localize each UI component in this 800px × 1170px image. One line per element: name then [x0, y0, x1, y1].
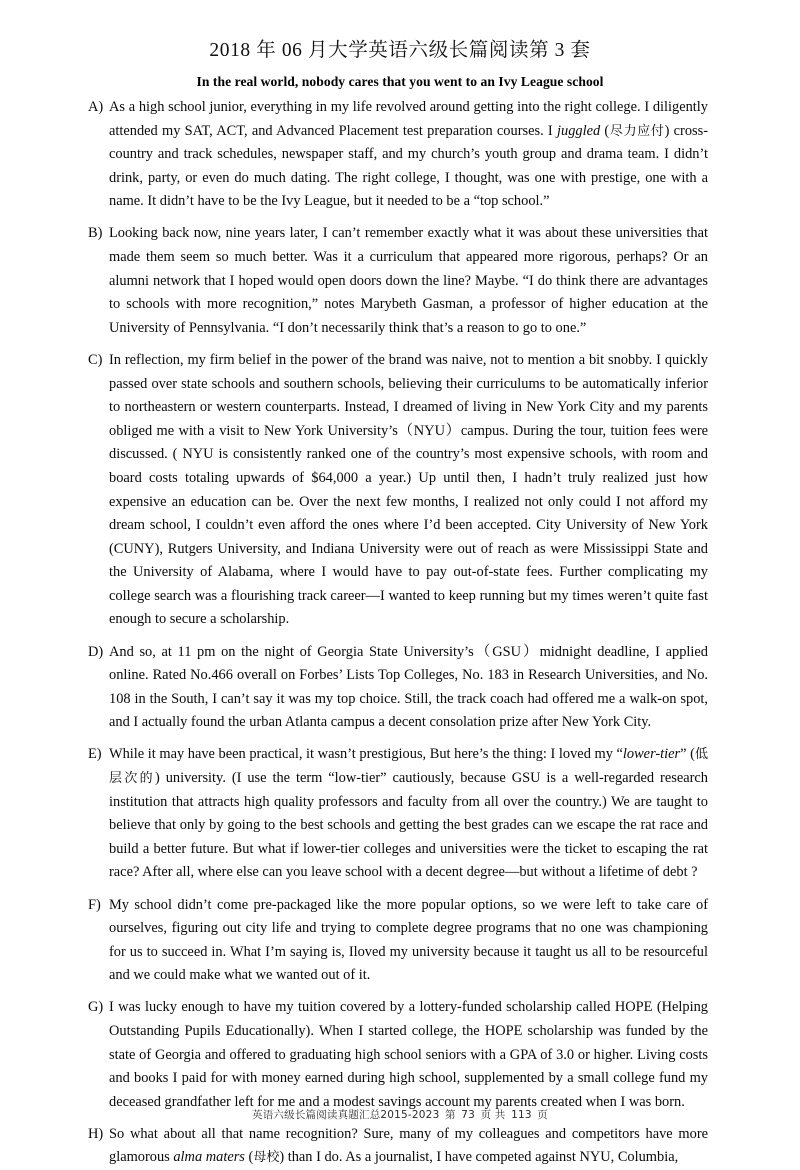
footer-page-middle: 页 共 [480, 1109, 506, 1121]
paragraph-text-b: Looking back now, nine years later, I can’t remember exactly what it was about these universities that made them seem so much better. Was it a curriculum that appeared more rigorous, perhaps? Or an alumni network that I hoped would open doors down the line? Maybe. “I do think there are advantages to schools with more recognition,” notes Marybeth Gasman, a professor of higher education at the University of Pennsylvania. “I don’t necessarily think that’s a reason to go to one.” [109, 225, 708, 336]
page-title: 2018 年 06 月大学英语六级长篇阅读第 3 套 [209, 40, 591, 61]
paragraph-d [88, 641, 708, 735]
paragraph-text-g: I was lucky enough to have my tuition covered by a lottery-funded scholarship called HOPE (Helping Outstanding Pupils Educationally). When I started college, the HOPE scholarship was funded by the state of Georgia and offered to graduating high school seniors with a GPA of 3.0 or higher. Living costs and books I paid for with money earned during high school, supplemented by a small college fund my deceased grandfather left for me and a modest savings account my parents created when I was born. [109, 999, 708, 1110]
article-body [0, 96, 800, 1170]
paragraph-h [88, 1123, 708, 1170]
paragraph-text-a: As a high school junior, everything in my life revolved around getting into the right college. I diligently attended my SAT, ACT, and Advanced Placement test preparation courses. I juggled (尽力应付) cross- country and track schedules, newspaper staff, and my church’s youth group and drama team. I didn’t drink, party, or even do much dating. The right college, I thought, was one with prestige, one with a name. It didn’t have to be the Ivy League, but it needed to be a “top school.” [109, 99, 709, 210]
paragraph-a [88, 96, 708, 214]
footer-page-total: 113 [511, 1109, 532, 1121]
paragraph-label-d: D) [88, 643, 104, 660]
paragraph-label-h: H) [88, 1125, 104, 1142]
paragraph-label-e: E) [88, 746, 102, 763]
paragraph-e [88, 743, 708, 885]
paragraph-f [88, 894, 708, 988]
footer-page-number: 73 [461, 1109, 476, 1121]
article-subtitle: In the real world, nobody cares that you went to an Ivy League school [196, 74, 604, 89]
paragraph-c [88, 349, 708, 632]
page-footer [0, 1107, 800, 1122]
paragraph-text-f: My school didn’t come pre-packaged like the more popular options, so we were left to take care of ourselves, figuring out city life and trying to complete degree programs that no one was championing for us to succeed in. What I’m saying is, Iloved my university because it taught us all to be resourceful and we could make what we wanted out of it. [109, 896, 708, 984]
paragraph-label-a: A) [88, 99, 104, 115]
paragraph-text-h: So what about all that name recognition? Sure, many of my colleagues and competitors have more glamorous alma maters (母校) than I do. As a journalist, I have competed against NYU, Columbia, [109, 1125, 708, 1166]
paragraph-text-d: And so, at 11 pm on the night of Georgia State University’s（GSU）midnight deadline, I applied online. Rated No.466 overall on Forbes’ Lists Top Colleges, No. 183 in Research Universities, and No. 108 in the South, I can’t say it was my top choice. Still, the track coach had offered me a walk-on spot, and I actually found the urban Atlanta campus a decent consolation prize after New York City. [109, 643, 708, 731]
footer-source: 英语六级长篇阅读真题汇总2015-2023 [252, 1109, 440, 1121]
footer-page-suffix: 页 [537, 1109, 548, 1121]
paragraph-text-c: In reflection, my firm belief in the power of the brand was naive, not to mention a bit snobby. I quickly passed over state schools and southern schools, believing their curriculums to be automatically inferior to northeastern or western counterparts. Instead, I dreamed of living in New York City and my parents obliged me with a visit to New York University’s（NYU）campus. During the tour, tuition fees were discussed. ( NYU is consistently ranked one of the country’s most expensive schools, with room and board costs totaling upwards of $64,000 a year.) Up until then, I hadn’t truly realized just how expensive an education can be. Over the next few months, I realized not only could I not afford my dream school, I couldn’t even afford the ones where I’d been accepted. City University of New York (CUNY), Rutgers University, and Indiana University were out of reach as were Mississippi State and the University of Alabama, where I would have to pay out-of-state fees. Further complicating my college search was a flourishing track career—I wanted to keep running but my times weren’t quite fast enough to secure a scholarship. [109, 351, 708, 628]
paragraph-g [88, 996, 708, 1114]
paragraph-label-b: B) [88, 225, 103, 242]
paragraph-b [88, 222, 708, 340]
paragraph-label-f: F) [88, 896, 101, 913]
footer-page-prefix: 第 [445, 1109, 456, 1121]
paragraph-label-g: G) [88, 999, 104, 1016]
paragraph-text-e: While it may have been practical, it wasn’t prestigious, But here’s the thing: I loved my “lower-tier” (低层次的) university. (I use the term “low-tier” cautiously, because GSU is a well-regarded research institution that attracts high quality professors and faculty from all over the country.) We are taught to believe that only by going to the best schools and getting the best grades can we escape the rat race and build a better future. But what if lower-tier colleges and universities were the ticket to escaping the rat race? After all, where else can you leave school with a decent degree—but without a lifetime of debt ? [109, 746, 708, 881]
paragraph-label-c: C) [88, 351, 103, 368]
